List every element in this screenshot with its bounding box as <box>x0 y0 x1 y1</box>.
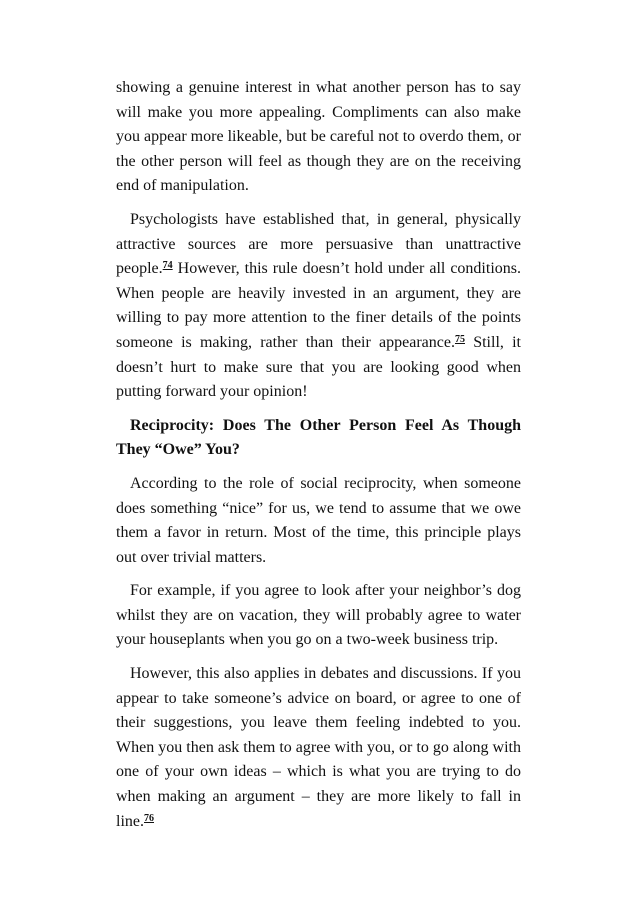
paragraph-2-text-b: However, this rule doesn’t hold under all conditions. When people are heavily invested in an argument, they are willing to pay more attention to the finer details of the points someone is making, rather than their appearance. <box>116 260 521 351</box>
paragraph-2 <box>116 208 521 405</box>
paragraph-4 <box>116 579 521 653</box>
paragraph-5-text: However, this also applies in debates and discussions. If you appear to take someone’s advice on board, or agree to one of their suggestions, you leave them feeling indebted to you. When you then ask them to agree with you, or to go along with one of your own ideas – which is what you are trying to do when making an argument – they are more likely to fall in line. <box>116 665 521 830</box>
footnote-link-74[interactable]: 74 <box>162 260 173 272</box>
paragraph-2-text-c: Still, it doesn’t hurt to make sure that you are looking good when putting forward your opinion! <box>116 333 521 401</box>
paragraph-1 <box>116 76 521 199</box>
paragraph-2-text-a: Psychologists have established that, in general, physically attractive sources are more persuasive than unattractive people. <box>116 210 521 278</box>
paragraph-4-text: For example, if you agree to look after your neighbor’s dog whilst they are on vacation, they will probably agree to water your houseplants when you go on a two-week business trip. <box>116 582 521 649</box>
document-page <box>116 76 521 843</box>
paragraph-3-text: According to the role of social reciprocity, when someone does something “nice” for us, we tend to assume that we owe them a favor in return. Most of the time, this principle plays out over trivial matters. <box>116 474 521 566</box>
paragraph-3 <box>116 472 521 570</box>
paragraph-5 <box>116 662 521 834</box>
section-heading: Reciprocity: Does The Other Person Feel As Though They “Owe” You? <box>116 416 521 459</box>
footnote-link-76[interactable]: 76 <box>144 812 154 824</box>
footnote-link-75[interactable]: 75 <box>454 333 465 345</box>
paragraph-1-text: showing a genuine interest in what another person has to say will make you more appealing. Compliments can also make you appear more likeable, but be careful not to overdo them, or the other person will feel as though they are on the receiving end of manipulation. <box>116 79 521 195</box>
